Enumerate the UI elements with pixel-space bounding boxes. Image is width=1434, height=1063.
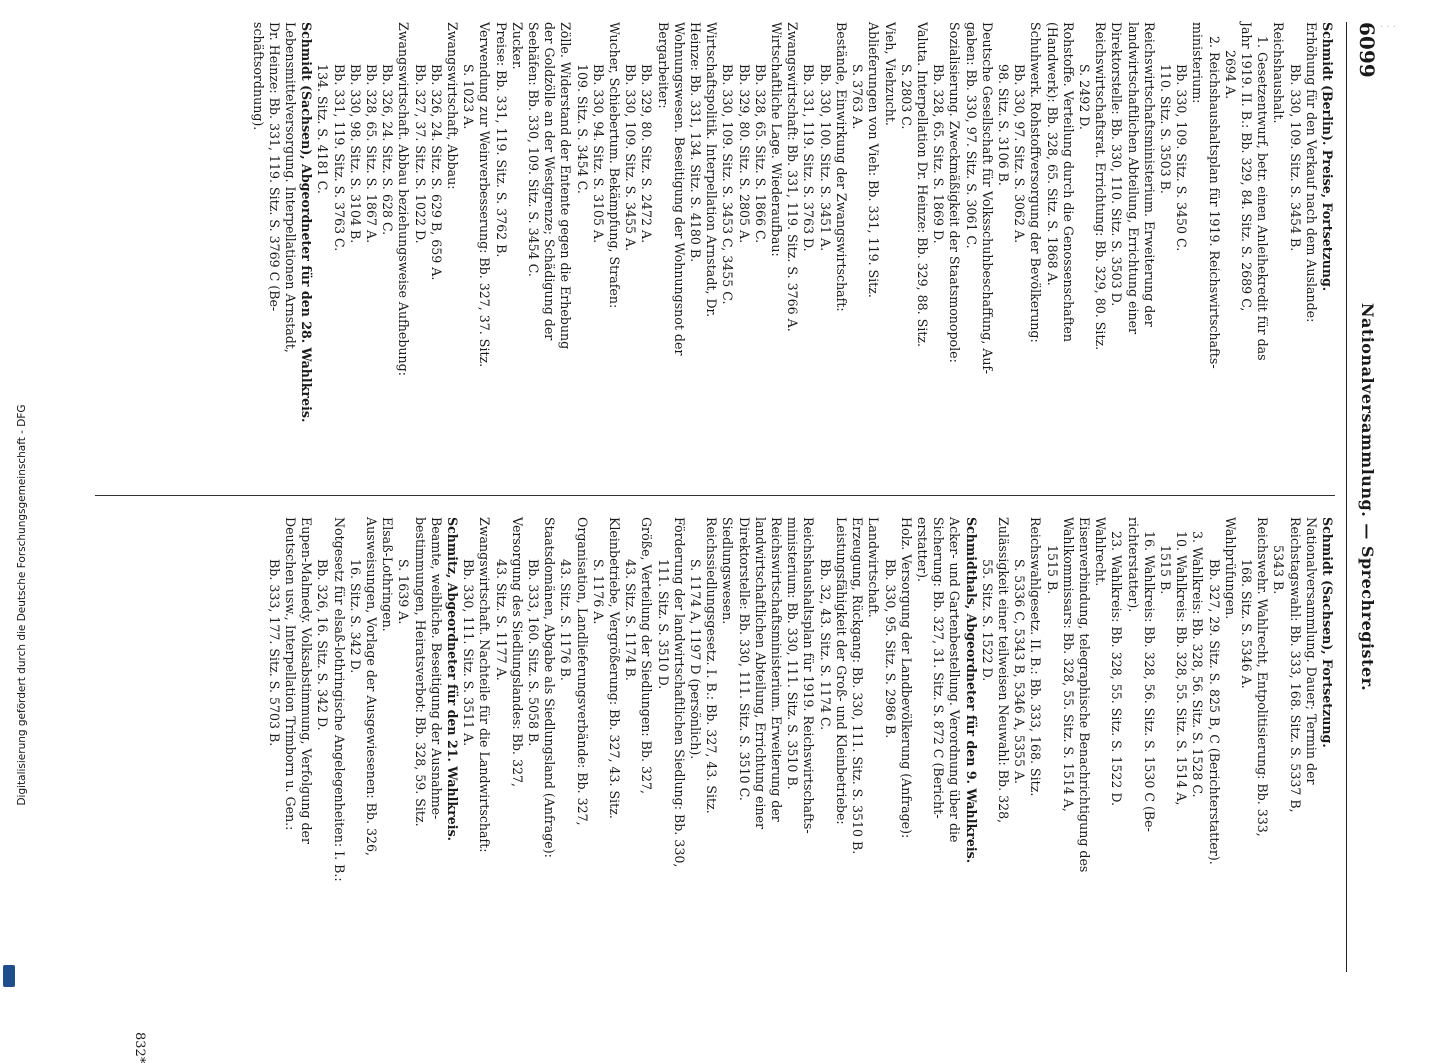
index-line: Wohnungswesen. Beseitigung der Wohnungsnot der [671,22,687,356]
footer-page-mark: 832* [132,1032,147,1063]
index-line: 1515 B. [1044,545,1060,595]
index-line: Schuhwerk. Rohstoffversorgung der Bevölkerung: [1028,22,1044,343]
entry-heading [1319,517,1335,972]
entry-heading [444,517,460,972]
entry-heading-text: Schmidt (Sachsen), Fortsetzung. [1320,517,1335,748]
index-line: Notgesetz für elsaß-lothringische Angelegenheiten: I. B.: [331,517,347,882]
right-column [266,517,1335,972]
index-line: Beamte, weibliche. Beseitigung der Ausnahme- [428,517,444,820]
index-line: Versorgung des Siedlungslandes: Bb. 327, [509,517,525,787]
index-line: Zucker. [509,22,525,70]
index-line: Bb. 328, 65. Sitz. S. 1866 C. [752,64,768,244]
index-line: Sozialisierung. Zweckmäßigkeit der Staatsmonopole: [947,22,963,363]
index-line: Bb. 330, 109. Sitz. S. 3454 B. [1287,64,1303,252]
index-line: Direktorstelle: Bb. 330, 110. Sitz. S. 3503 D. [1109,22,1125,307]
index-line: Landwirtschaft. [866,517,882,618]
index-line: S. 1176 A. [590,559,606,625]
index-line: Reichswirtschaftsrat. Errichtung: Bb. 329, 80. Sitz. [1093,22,1109,351]
index-line: Eisenverbindung, telegraphische Benachrichtigung des [1076,517,1092,873]
index-line: Bb. 330, 95. Sitz. S. 2986 B. [882,559,898,739]
index-line: S. 1023 A. [461,64,477,130]
index-line: Bb. 331, 119. Sitz. S. 3763 D. [801,64,817,252]
index-line: richterstatter). [1125,517,1141,613]
index-line: landwirtschaftlichen Abteilung, Errichtung einer [1125,22,1141,335]
index-line: Ablieferungen von Vieh: Bb. 331, 119. Sitz. [866,22,882,298]
index-line: Größe, Verteilung der Siedlungen: Bb. 327, [639,517,655,794]
index-line: Zwangswirtschaft: Bb. 331, 119. Sitz. S. 3766 A. [785,22,801,332]
index-line: Bb. 329, 80. Sitz. S. 2805 A. [736,64,752,244]
index-line: Eupen-Malmedy. Volksabstimmung, Verfolgung der [299,517,315,845]
index-line: S. 1174 A, 1197 D (persönlich). [688,559,704,760]
entry-heading [962,517,978,972]
index-line: Zwangswirtschaft. Nachteile für die Landwirtschaft: [477,517,493,853]
index-line: Direktorstelle: Bb. 330, 111. Sitz. S. 3510 C. [736,517,752,801]
index-line: Reichssiedlungsgesetz. I. B.: Bb. 327, 43. Sitz. [704,517,720,814]
index-line: Bb. 328, 65. Sitz. S. 1869 D. [931,64,947,244]
index-line: 1. Gesetzentwurf, betr. einen Anleihekredit für das [1255,36,1271,361]
index-line: Bestände, Einwirkung der Zwangswirtschaft: [833,22,849,312]
index-line: Valuta. Interpellation Dr. Heinze: Bb. 329, 88. Sitz. [914,22,930,348]
index-line: gaben: Bb. 330, 97. Sitz. S. 3061 C. [963,22,979,249]
index-line: Leistungsfähigkeit der Groß- und Kleinbetriebe: [833,517,849,825]
index-line: Preise: Bb. 331, 119. Sitz. S. 3762 B. [493,22,509,258]
index-line: bestimmungen, Heiratsverbot: Bb. 328, 59. Sitz. [412,517,428,827]
index-line: Erzeugung, Rückgang: Bb. 330, 111. Sitz. S. 3510 B. [850,517,866,855]
index-line: Bb. 326, 24. Sitz. S. 629 B, 659 A. [428,64,444,281]
index-line: S. 2803 C. [898,64,914,130]
index-line: 2694 A. [1222,50,1238,100]
index-line: landwirtschaftlichen Abteilung, Errichtung einer [752,517,768,830]
index-line: 2. Reichshaushaltsplan für 1919. Reichswirtschafts- [1206,36,1222,369]
entry-heading-text: Schmidt (Berlin). Preise, Fortsetzung. [1320,22,1335,292]
digitization-credit: Digitalisierung gefördert durch die Deutsche Forschungsgemeinschaft - DFG [16,404,28,806]
index-line: Staatsdomänen, Abgabe als Siedlungsland (Anfrage): [542,517,558,858]
index-line: S. 3763 A. [850,64,866,130]
index-line: 23. Wahlkreis: Bb. 328, 55. Sitz. S. 1522 D. [1109,531,1125,807]
index-line: S. 5336 C, 5343 B, 5346 A, 5355 A. [1012,559,1028,785]
index-line: Heinze: Bb. 331, 134. Sitz. S. 4180 B. [688,22,704,263]
index-line: Bb. 326, 16. Sitz. S. 342 D. [315,559,331,731]
index-line: Bb. 331, 119. Sitz. S. 3763 C. [331,64,347,252]
index-line: Seehäfen: Bb. 330, 109. Sitz. S. 3454 C. [526,22,542,277]
index-line: Zölle. Widerstand der Entente gegen die Erhebung [558,22,574,350]
index-line: 109. Sitz. S. 3454 C. [574,64,590,194]
digitization-credit-strip [2,0,28,1000]
index-line: Reichshaushalt. [1271,22,1287,124]
index-line: Organisation, Landlieferungsverbände: Bb. 327, [574,517,590,826]
scan-speck: · · · [1380,22,1396,33]
running-header [1346,22,1387,972]
index-line: Zwangswirtschaft. Abbau beziehungsweise Aufhebung: [396,22,412,376]
index-line: Bb. 329, 80. Sitz. S. 2472 A. [639,64,655,244]
entry-heading-text: Schmitz, Abgeordneter für den 21. Wahlkreis. [445,517,461,842]
left-column [249,22,1335,477]
index-line: Bb. 330, 94. Sitz. S. 3105 A. [590,64,606,244]
index-line: 110. Sitz. S. 3503 B. [1157,64,1173,194]
index-line: Reichswirtschaftsministerium. Erweiterung der [769,517,785,822]
index-line: Wahlrecht. [1093,517,1109,587]
index-line: 16. Sitz. S. 342 D. [347,559,363,674]
entry-heading-text: Schmidt (Sachsen), Abgeordneter für den 28. Wahlkreis. [299,22,315,423]
index-line: 5343 B. [1271,545,1287,595]
page-title: Nationalversammlung. — Sprechregister. [1358,302,1377,692]
index-line: 10. Wahlkreis: Bb. 328, 55. Sitz. S. 1514 A, [1174,531,1190,806]
index-line: Vieh, Viehzucht. [882,22,898,126]
entry-heading [1319,22,1335,477]
index-line: Bb. 330, 97. Sitz. S. 3062 A. [1012,64,1028,244]
index-line: Bb. 333, 177. Sitz. S. 5703 B. [266,559,282,747]
index-line: Bb. 327, 29. Sitz. S. 825 B, C (Berichterstatter). [1206,559,1222,865]
index-line: (Handwerk): Bb. 328, 65. Sitz. S. 1868 A. [1044,22,1060,286]
index-line: Bb. 32, 43. Sitz. S. 1174 C. [817,559,833,731]
index-line: Dr. Heinze: Bb. 331, 119. Sitz. S. 3769 C (Be- [266,22,282,312]
index-line: Reichswirtschaftsministerium. Erweiterung der [1141,22,1157,327]
index-line: Zulässigkeit einer teilweisen Neuwahl: Bb. 328, [995,517,1011,824]
index-line: 43. Sitz. S. 1177 A. [493,559,509,681]
index-line: 134. Sitz. S. 4181 C. [315,64,331,194]
rotated-page-content [57,22,1387,1063]
index-line: Bb. 328, 65. Sitz. S. 1867 A. [364,64,380,244]
index-line: Wahlprüfungen. [1222,517,1238,620]
index-line: Wirtschaftspolitik. Interpellation Arnstadt, Dr. [704,22,720,318]
index-line: Bb. 330, 109. Sitz. S. 3453 C, 3455 C. [720,64,736,305]
index-line: der Goldzölle an der Westgrenze; Schädigung der [542,22,558,341]
index-line: Lebensmittelversorgung. Interpellationen Arnstadt, [283,22,298,353]
index-line: Jahr 1919. II. B.: Bb. 329, 84. Sitz. S. 2689 C, [1238,22,1254,312]
index-line: Zwangswirtschaft, Abbau: [445,22,461,190]
dfg-logo-icon [3,965,15,987]
index-line: Reichswehr. Wahlrecht, Entpolitisierung: Bb. 333, [1255,517,1271,837]
index-line: Erhöhung für den Verkauf nach dem Auslande: [1303,22,1319,323]
index-line: Bb. 330, 109. Sitz. S. 3455 A. [623,64,639,252]
index-line: 3. Wahlkreis: Bb. 328, 56. Sitz. S. 1528 C. [1190,531,1206,798]
index-line: Bb. 327, 37. Sitz. S. 1022 D. [412,64,428,244]
index-line: Rohstoffe. Verteilung durch die Genossenschaften [1060,22,1076,342]
index-line: 43. Sitz. S. 1174 B. [623,559,639,681]
index-line: Bb. 333, 160. Sitz. S. 5058 B. [526,559,542,747]
index-line: Bb. 330, 111. Sitz. S. 3511 A. [461,559,477,747]
page-number: 6099 [1355,22,1379,78]
index-line: S. 2492 D. [1076,64,1092,130]
index-line: Reichshaushaltsplan für 1919. Reichswirtschafts- [801,517,817,834]
index-line: Deutsche Gesellschaft für Volksschuhbeschaffung, Auf- [979,22,995,374]
index-line: Reichswahlgesetz. II. B.: Bb. 333, 168. Sitz. [1028,517,1044,797]
entry-heading-text: Schmidthals, Abgeordneter für den 9. Wahlkreis. [963,517,979,864]
index-line: Bb. 330, 109. Sitz. S. 3450 C. [1174,64,1190,252]
index-line: Sicherung: Bb. 327, 31. Sitz. S. 872 C (Bericht- [931,517,947,819]
index-line: S. 1639 A. [396,559,412,625]
index-line: Bergarbeiter: [655,22,671,109]
entry-heading [298,22,314,477]
index-line: 16. Wahlkreis: Bb. 328, 56. Sitz. S. 1530 C (Be- [1141,531,1157,832]
column-divider [95,495,1335,496]
index-line: 43. Sitz. S. 1176 B. [558,559,574,681]
index-line: ministerium: Bb. 330, 111. Sitz. S. 3510 B. [785,517,801,790]
index-line: Elsaß-Lothringen. [380,517,396,632]
index-line: Bb. 330, 98. Sitz. S. 3104 B. [347,64,363,244]
index-line: Nationalversammlung. Dauer; Termin der [1303,517,1319,785]
index-line: 1515 B. [1157,545,1173,595]
index-line: ministerium: [1190,22,1206,104]
index-line: 111. Sitz. S. 3510 D. [655,559,671,690]
index-line: schäftsordnung). [250,22,266,131]
index-line: 98. Sitz. S. 3106 B. [995,64,1011,186]
index-line: Verwendung zur Weinverbesserung: Bb. 327, 37. Sitz. [477,22,493,368]
index-line: Bb. 326, 24. Sitz. S. 628 C. [380,64,396,236]
index-line: Ausweisungen, Vorlage der Ausgewiesenen: Bb. 326, [364,517,380,857]
index-line: erstatter). [914,517,930,583]
index-line: Wahlkommissars: Bb. 328, 55. Sitz. S. 1514 A, [1060,517,1076,812]
index-line: Siedlungswesen. [720,517,736,625]
index-line: Acker- und Gartenbestellung. Verordnung über die [947,517,963,843]
index-line: Reichstagswahl: Bb. 333, 168. Sitz. S. 5337 B, [1287,517,1303,813]
index-line: Bb. 330, 100. Sitz. S. 3451 A. [817,64,833,252]
index-line: Wucher, Schiebertum. Bekämpfung, Strafen: [607,22,623,309]
index-line: 168. Sitz. S. 5346 A. [1238,559,1254,689]
index-line: Deutschen usw., Interpellation Trimborn u. Gen.: [283,517,298,831]
index-line: Förderung der landwirtschaftlichen Siedlung: Bb. 330, [671,517,687,868]
index-line: Holz. Versorgung der Landbevölkerung (Anfrage): [898,517,914,839]
index-line: Wirtschaftliche Lage. Wiederaufbau: [769,22,785,257]
index-line: 55. Sitz. S. 1522 D. [979,559,995,682]
index-line: Kleinbetriebe, Vergrößerung: Bb. 327, 43. Sitz. [607,517,623,819]
